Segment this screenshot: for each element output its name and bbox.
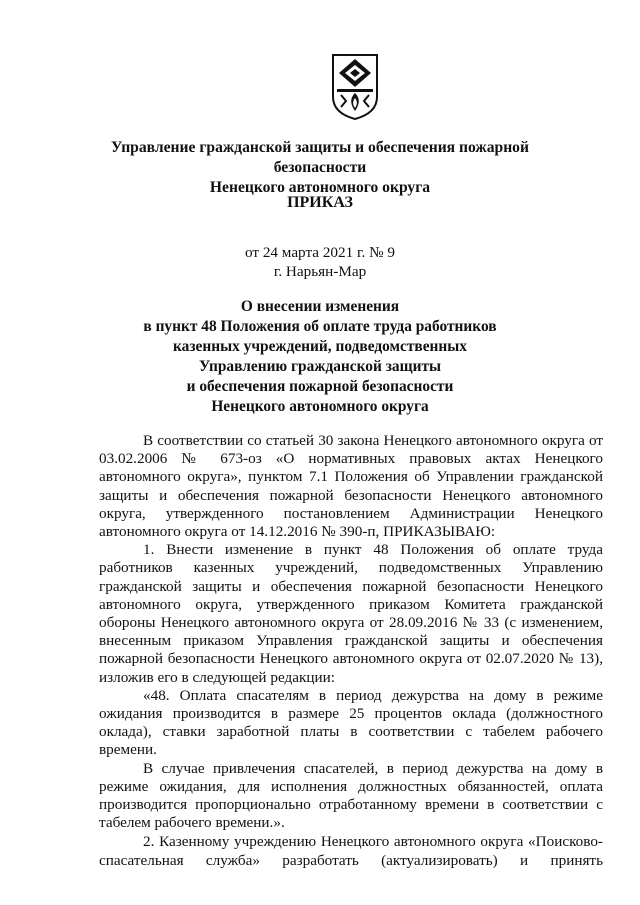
document-date: от 24 марта 2021 г. № 9 <box>245 244 395 261</box>
body-paragraph-item-1: 1. Внести изменение в пункт 48 Положения об оплате труда работников казенных учреждений, подведомственных Управлению гражданской защиты и обеспечения пожарной безопасности Ненецкого автономного округа, утвержденного приказом Комитета гражданской обороны Ненецкого автономного округа от 28.09.2016 № 33 (с изменением, внесенным приказом Управления гражданской защиты и обеспечения пожарной безопасности Ненецкого автономного округа от 02.07.2020 № 13), изложив его в следующей редакции: <box>99 541 603 686</box>
subject-line: Ненецкого автономного округа <box>211 398 429 415</box>
subject-line: казенных учреждений, подведомственных <box>173 338 467 355</box>
body-paragraph-preamble: В соответствии со статьей 30 закона Ненецкого автономного округа от 03.02.2006 № 673-оз «О нормативных правовых актах Ненецкого автономного округа», пунктом 7.1 Положения об Управлении гражданской защиты и обеспечения пожарной безопасности Ненецкого автономного округа, утвержденного постановлением Администрации Ненецкого автономного округа от 14.12.2016 № 390-п, ПРИКАЗЫВАЮ: <box>99 432 603 541</box>
subject-line: О внесении изменения <box>240 298 400 315</box>
body-paragraph-quote-48: «48. Оплата спасателям в период дежурства на дому в режиме ожидания производится в размере 25 процентов оклада (должностного оклада), ставки заработной платы в соответствии с табелем рабочего времени. <box>99 686 603 759</box>
document-subject <box>90 297 550 417</box>
coat-of-arms-icon <box>331 53 379 121</box>
document-type: ПРИКАЗ <box>287 194 353 211</box>
subject-line: Управлению гражданской защиты <box>198 358 442 375</box>
document-city: г. Нарьян-Мар <box>273 263 367 280</box>
body-paragraph-quote-continued: В случае привлечения спасателей, в период дежурства на дому в режиме ожидания, для исполнения должностных обязанностей, оплата производится пропорционально отработанному времени в соответствии с табелем рабочего времени.». <box>99 759 603 832</box>
org-line-2: Ненецкого автономного округа <box>209 179 431 196</box>
org-line-1: Управление гражданской защиты и обеспечения пожарной безопасности <box>111 139 529 176</box>
organization-name <box>90 138 550 198</box>
document-body <box>99 432 603 870</box>
subject-line: в пункт 48 Положения об оплате труда работников <box>143 318 497 335</box>
body-paragraph-item-2: 2. Казенному учреждению Ненецкого автономного округа «Поисково-спасательная служба» разработать (актуализировать) и принять <box>99 833 603 869</box>
subject-line: и обеспечения пожарной безопасности <box>186 378 454 395</box>
